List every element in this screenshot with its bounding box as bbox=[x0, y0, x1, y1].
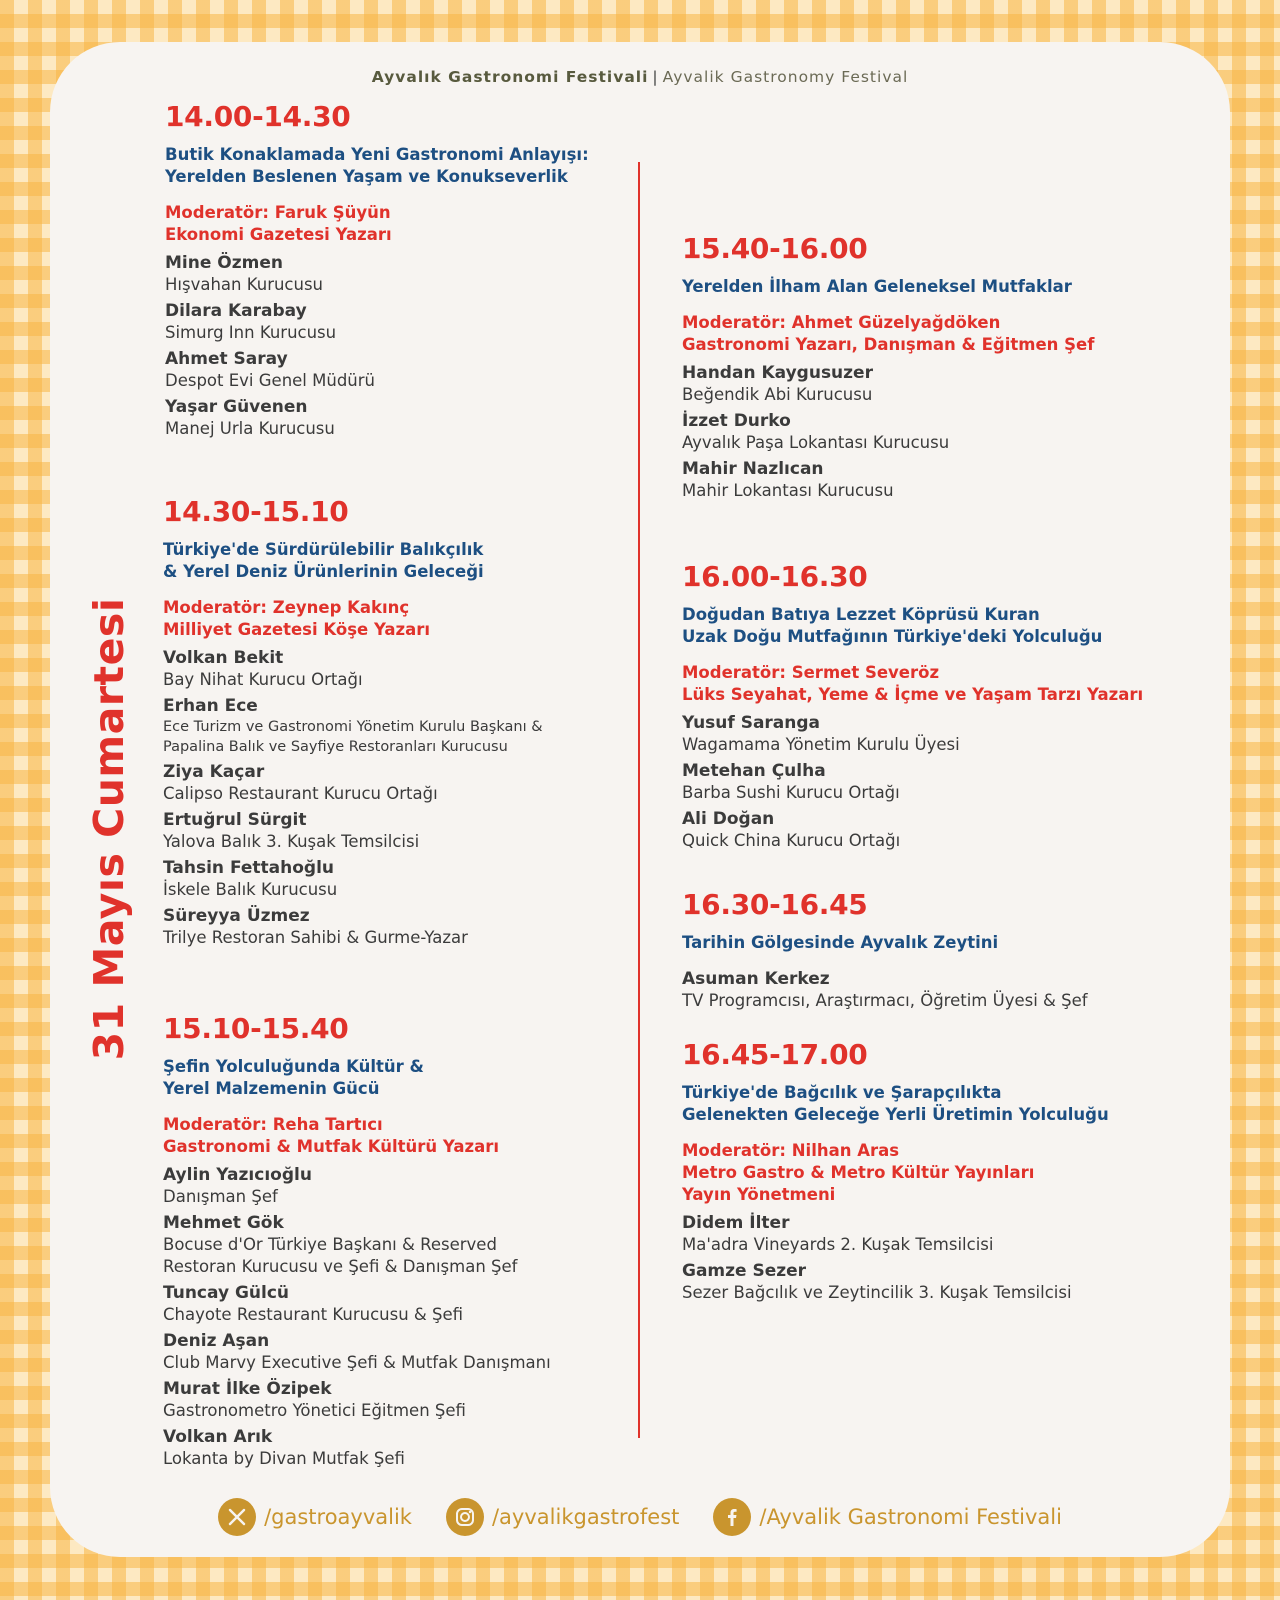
social-instagram-handle: /ayvalikgastrofest bbox=[491, 1505, 680, 1529]
session-time: 16.45-17.00 bbox=[682, 1038, 868, 1071]
speaker bbox=[163, 1282, 633, 1326]
speaker-role: Gastronometro Yönetici Eğitmen Şefi bbox=[163, 1401, 466, 1420]
moderator-line: Moderatör: Nilhan Aras bbox=[682, 1141, 900, 1160]
session-topic-line: Türkiye'de Sürdürülebilir Balıkçılık bbox=[163, 540, 484, 559]
speaker-role: Restoran Kurucusu ve Şefi & Danışman Şef bbox=[163, 1257, 518, 1276]
speaker-name: Süreyya Üzmez bbox=[163, 906, 310, 926]
speaker-role: Club Marvy Executive Şefi & Mutfak Danışmanı bbox=[163, 1353, 551, 1372]
speaker bbox=[682, 760, 1152, 804]
speaker bbox=[163, 1212, 633, 1278]
session-topic bbox=[682, 1082, 1152, 1126]
session-topic bbox=[682, 276, 1152, 298]
speaker bbox=[163, 1164, 633, 1208]
speaker-role: Ece Turizm ve Gastronomi Yönetim Kurulu Başkanı & bbox=[163, 719, 543, 735]
session-topic bbox=[682, 604, 1152, 648]
speaker bbox=[682, 1260, 1152, 1304]
speaker-role: TV Programcısı, Araştırmacı, Öğretim Üyesi & Şef bbox=[682, 991, 1088, 1010]
column-divider bbox=[638, 162, 640, 1438]
speaker bbox=[163, 1426, 633, 1470]
speaker-name: Tuncay Gülcü bbox=[163, 1283, 290, 1303]
speaker bbox=[165, 252, 635, 296]
moderator-line: Gastronomi & Mutfak Kültürü Yazarı bbox=[163, 1137, 500, 1156]
social-x[interactable] bbox=[218, 1498, 412, 1536]
speaker bbox=[163, 647, 633, 691]
moderator-line: Moderatör: Sermet Severöz bbox=[682, 663, 940, 682]
speaker-role: Calipso Restaurant Kurucu Ortağı bbox=[163, 784, 438, 803]
session-1600 bbox=[682, 560, 1152, 856]
social-instagram[interactable] bbox=[446, 1498, 679, 1536]
session-1510 bbox=[163, 1012, 633, 1474]
speaker-role: Ayvalık Paşa Lokantası Kurucusu bbox=[682, 433, 950, 452]
session-topic-line: Şefin Yolculuğunda Kültür & bbox=[163, 1057, 424, 1076]
speaker-name: Handan Kaygusuzer bbox=[682, 363, 873, 383]
speaker-role: Despot Evi Genel Müdürü bbox=[165, 371, 375, 390]
speaker bbox=[682, 712, 1152, 756]
session-topic-line: Yerel Malzemenin Gücü bbox=[163, 1079, 380, 1098]
speaker-name: Yaşar Güvenen bbox=[165, 397, 308, 417]
session-time: 16.30-16.45 bbox=[682, 888, 868, 921]
speaker-role: Bay Nihat Kurucu Ortağı bbox=[163, 670, 363, 689]
session-topic-line: Uzak Doğu Mutfağının Türkiye'deki Yolculuğu bbox=[682, 627, 1103, 646]
session-1540 bbox=[682, 232, 1152, 506]
moderator-line: Gastronomi Yazarı, Danışman & Eğitmen Şef bbox=[682, 335, 1095, 354]
moderator-line: Lüks Seyahat, Yeme & İçme ve Yaşam Tarzı Yazarı bbox=[682, 685, 1144, 704]
date-title: 31 Mayıs Cumartesi bbox=[85, 597, 133, 1061]
speaker bbox=[163, 905, 633, 949]
speaker-name: Erhan Ece bbox=[163, 696, 258, 716]
session-moderator bbox=[163, 597, 633, 641]
speaker-name: Ertuğrul Sürgit bbox=[163, 810, 307, 830]
speaker-role: Trilye Restoran Sahibi & Gurme-Yazar bbox=[163, 928, 468, 947]
speaker-role: Beğendik Abi Kurucusu bbox=[682, 385, 873, 404]
session-topic-line: Yerelden Beslenen Yaşam ve Konukseverlik bbox=[165, 167, 568, 186]
speaker-name: Mahir Nazlıcan bbox=[682, 459, 824, 479]
session-time: 14.00-14.30 bbox=[165, 100, 351, 133]
session-topic bbox=[165, 144, 635, 188]
speaker-name: Deniz Aşan bbox=[163, 1331, 270, 1351]
header-separator: | bbox=[652, 68, 659, 86]
speaker-name: Dilara Karabay bbox=[165, 301, 307, 321]
speaker-name: Ziya Kaçar bbox=[163, 762, 265, 782]
speaker-role: Hışvahan Kurucusu bbox=[165, 275, 324, 294]
speaker-name: Aylin Yazıcıoğlu bbox=[163, 1165, 312, 1185]
session-moderator bbox=[682, 1140, 1152, 1206]
speaker-role: Chayote Restaurant Kurucusu & Şefi bbox=[163, 1305, 464, 1324]
speaker-name: Gamze Sezer bbox=[682, 1261, 807, 1281]
page-header bbox=[0, 68, 1280, 86]
speaker bbox=[165, 396, 635, 440]
session-topic-line: & Yerel Deniz Ürünlerinin Geleceği bbox=[163, 562, 484, 581]
speaker-role: Quick China Kurucu Ortağı bbox=[682, 831, 901, 850]
moderator-line: Moderatör: Ahmet Güzelyağdöken bbox=[682, 313, 1001, 332]
speaker bbox=[163, 761, 633, 805]
social-facebook[interactable] bbox=[713, 1498, 1062, 1536]
speaker-role: Barba Sushi Kurucu Ortağı bbox=[682, 783, 900, 802]
speaker-name: İzzet Durko bbox=[682, 411, 791, 431]
speaker bbox=[163, 1378, 633, 1422]
speaker-role: İskele Balık Kurucusu bbox=[163, 880, 338, 899]
moderator-line: Moderatör: Faruk Şüyün bbox=[165, 203, 391, 222]
social-facebook-handle: /Ayvalik Gastronomi Festivali bbox=[759, 1505, 1062, 1529]
session-moderator bbox=[165, 202, 635, 246]
speaker-name: Mehmet Gök bbox=[163, 1213, 284, 1233]
speaker bbox=[682, 458, 1152, 502]
speaker-name: Ali Doğan bbox=[682, 809, 775, 829]
speaker bbox=[682, 1212, 1152, 1256]
speaker bbox=[682, 808, 1152, 852]
session-topic-line: Tarihin Gölgesinde Ayvalık Zeytini bbox=[682, 933, 999, 952]
session-1630 bbox=[682, 888, 1152, 1016]
session-moderator bbox=[163, 1114, 633, 1158]
speaker-role: Danışman Şef bbox=[163, 1187, 278, 1206]
session-topic-line: Doğudan Batıya Lezzet Köprüsü Kuran bbox=[682, 605, 1040, 624]
speaker-role: Simurg Inn Kurucusu bbox=[165, 323, 337, 342]
session-moderator bbox=[682, 312, 1152, 356]
session-topic bbox=[163, 539, 633, 583]
session-topic-line: Türkiye'de Bağcılık ve Şarapçılıkta bbox=[682, 1083, 1002, 1102]
speaker-role: Manej Urla Kurucusu bbox=[165, 419, 335, 438]
header-title-en: Ayvalik Gastronomy Festival bbox=[662, 68, 909, 86]
session-1430 bbox=[163, 495, 633, 953]
speaker-name: Asuman Kerkez bbox=[682, 969, 830, 989]
session-time: 15.40-16.00 bbox=[682, 232, 868, 265]
session-time: 16.00-16.30 bbox=[682, 560, 868, 593]
session-1400 bbox=[165, 100, 635, 444]
session-topic bbox=[682, 932, 1152, 954]
session-topic-line: Butik Konaklamada Yeni Gastronomi Anlayışı: bbox=[165, 145, 589, 164]
speaker-role: Mahir Lokantası Kurucusu bbox=[682, 481, 894, 500]
speaker-role: Ma'adra Vineyards 2. Kuşak Temsilcisi bbox=[682, 1235, 994, 1254]
moderator-line: Moderatör: Reha Tartıcı bbox=[163, 1115, 383, 1134]
moderator-line: Yayın Yönetmeni bbox=[682, 1185, 836, 1204]
speaker-name: Mine Özmen bbox=[165, 253, 283, 273]
speaker bbox=[163, 809, 633, 853]
speaker-role: Sezer Bağcılık ve Zeytincilik 3. Kuşak Temsilcisi bbox=[682, 1283, 1072, 1302]
session-time: 15.10-15.40 bbox=[163, 1012, 349, 1045]
speaker-name: Tahsin Fettahoğlu bbox=[163, 858, 335, 878]
speaker bbox=[682, 968, 1152, 1012]
moderator-line: Moderatör: Zeynep Kakınç bbox=[163, 598, 410, 617]
speaker bbox=[163, 695, 633, 757]
speaker-role: Wagamama Yönetim Kurulu Üyesi bbox=[682, 735, 960, 754]
speaker-name: Didem İlter bbox=[682, 1213, 790, 1233]
session-1645 bbox=[682, 1038, 1152, 1308]
speaker-name: Metehan Çulha bbox=[682, 761, 826, 781]
speaker bbox=[165, 300, 635, 344]
facebook-icon bbox=[713, 1498, 751, 1536]
speaker bbox=[682, 410, 1152, 454]
speaker-role: Lokanta by Divan Mutfak Şefi bbox=[163, 1449, 405, 1468]
session-topic-line: Yerelden İlham Alan Geleneksel Mutfaklar bbox=[682, 277, 1072, 296]
social-x-handle: /gastroayvalik bbox=[264, 1505, 412, 1529]
speaker-role: Yalova Balık 3. Kuşak Temsilcisi bbox=[163, 832, 420, 851]
session-time: 14.30-15.10 bbox=[163, 495, 349, 528]
instagram-icon bbox=[446, 1498, 484, 1536]
session-topic-line: Gelenekten Geleceğe Yerli Üretimin Yolculuğu bbox=[682, 1105, 1109, 1124]
moderator-line: Milliyet Gazetesi Köşe Yazarı bbox=[163, 620, 431, 639]
session-topic bbox=[163, 1056, 633, 1100]
speaker-name: Murat İlke Özipek bbox=[163, 1379, 332, 1399]
speaker bbox=[165, 348, 635, 392]
speaker-name: Yusuf Saranga bbox=[682, 713, 821, 733]
speaker bbox=[163, 857, 633, 901]
speaker-role: Bocuse d'Or Türkiye Başkanı & Reserved bbox=[163, 1235, 497, 1254]
social-footer bbox=[0, 1498, 1280, 1536]
speaker-name: Volkan Arık bbox=[163, 1427, 273, 1447]
moderator-line: Metro Gastro & Metro Kültür Yayınları bbox=[682, 1163, 1035, 1182]
speaker-name: Ahmet Saray bbox=[165, 349, 288, 369]
header-title-tr: Ayvalık Gastronomi Festivali bbox=[371, 68, 649, 86]
speaker bbox=[682, 362, 1152, 406]
session-moderator bbox=[682, 662, 1152, 706]
speaker bbox=[163, 1330, 633, 1374]
x-icon bbox=[218, 1498, 256, 1536]
speaker-name: Volkan Bekit bbox=[163, 648, 284, 668]
speaker-role: Papalina Balık ve Sayfiye Restoranları Kurucusu bbox=[163, 739, 508, 755]
moderator-line: Ekonomi Gazetesi Yazarı bbox=[165, 225, 392, 244]
